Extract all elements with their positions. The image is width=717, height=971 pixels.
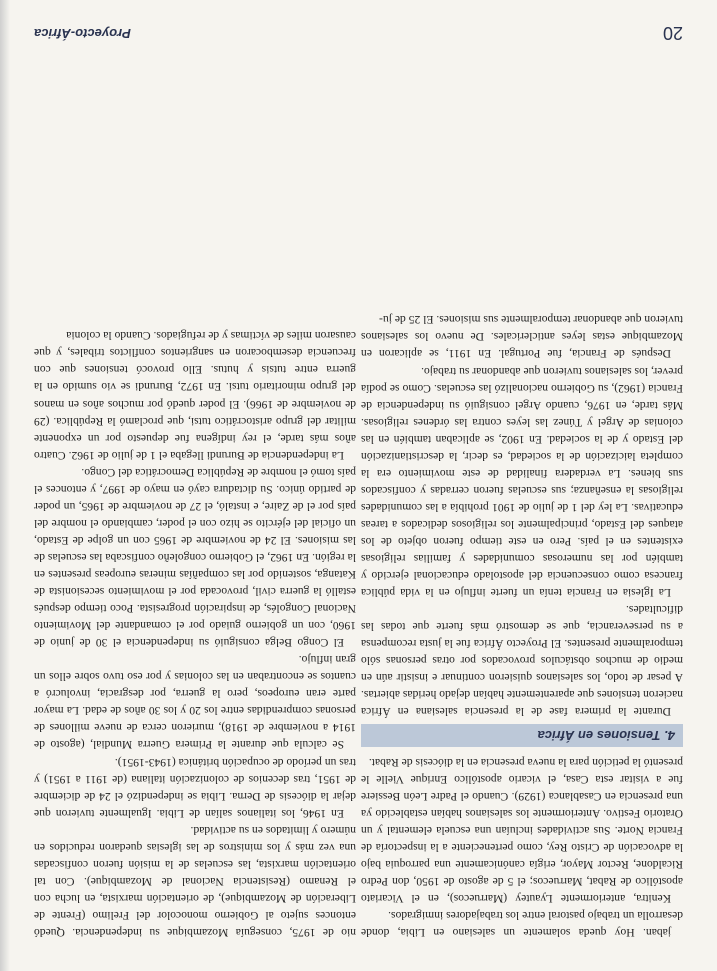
paragraph: La Iglesia en Francia tenía un fuerte influjo en la vida pública francesa como consecuencia del apostolado educacional ejercido y también por las numerosas comunidades y familias religiosas existentes en el país. Pero en este tiempo fueron objeto de los ataques del Estado, principalmente los religiosos dedicados a tareas educativas. La ley del 1 de julio de 1901 prohibía a las comunidades religiosas la enseñanza; sus escuelas fueron cerradas y confiscados sus bienes. La verdadera finalidad de este movimiento era la completa laicización de la sociedad, es decir, la descristianización del Estado y de la sociedad. En 1902, se aplicaban también en las colonias de Argel y Túnez las leyes contra las órdenes religiosas. Más tarde, en 1976, cuando Argel consiguió su independencia de Francia (1962), su Gobierno nacionalizó las escuelas. Como se podía prever, los salesianos tuvieron que abandonar su trabajo. — [361, 364, 683, 600]
paragraph: Kenitra, anteriormente Lyautey (Marruecos), en el Vicariato apostólico de Rabat, Marruecos; el 5 de agosto de 1950, don Pedro Ricaldone, Rector Mayor, erigía canónicamente una parroquia bajo la advocación de Cristo Rey, como perteneciente a la inspectoría de Francia Norte. Sus actividades incluían una escuela elemental y un Oratorio Festivo. Anteriormente los salesianos habían establecido ya una presencia en Casablanca (1929). Cuando el Padre León Bessiere fue a visitar esta Casa, el vicario apostólico Enrique Vielle le presentó la petición para la nueva presencia en la diócesis de Rabat. — [361, 755, 683, 905]
paragraph: nio de 1975, conseguía Mozambique su independencia. Quedó entonces sujeto al Gobierno monocolor del Frelimo (Frente de Liberación de Mozambique), de orientación marxista, en lucha con el Renamo (Resistencia Nacional de Mozambique). Con tal orientación marxista, las escuelas de la misión fueron confiscadas una vez más y los ministros de las iglesias quedaron reducidos en número y limitados en su actividad. — [34, 823, 356, 939]
paragraph: La independencia de Burundi llegaba el 1 de julio de 1962. Cuatro años más tarde, el rey indígena fue depuesto por un exponente militar del grupo aristocrático tutsi, que proclamó la República. (29 de noviembre de 1966). El poder quedó por muchos años en manos del grupo minoritario tutsi. En 1972, Burundi se vio sumido en la guerra entre tutsis y hutus. Ello provocó tensiones que con frecuencia desembocaron en sangrientos conflictos tribales, y que causaron miles de víctimas y de refugiados. Cuando la colonia — [34, 329, 356, 462]
paragraph: Se calcula que durante la Primera Guerra Mundial, (agosto de 1914 a noviembre de 1918), murieron cerca de nueve millones de personas comprendidas entre los 20 y los 30 años de edad. La mayor parte eran europeos, pero la guerra, por desgracia, involucró a cuantos se encontraban en las colonias y por eso tuvo sobre ellos un gran influjo. — [34, 653, 356, 752]
left-column — [361, 56, 683, 941]
paragraph: En 1946, los italianos salían de Libia. Igualmente tuvieron que dejar la diócesis de Derna. Libia se independizó el 24 de diciembre de 1951, tras decenios de colonización italiana (de 1911 a 1951) y tras un período de ocupación británica (1943-1951). — [34, 755, 356, 820]
paragraph: jaban. Hoy queda solamente un salesiano en Libia, donde desarrolla un trabajo pastoral entre los trabajadores inmigrados. — [361, 908, 683, 939]
page-number: 20 — [662, 23, 683, 43]
section-heading: 4. Tensiones en África — [361, 724, 683, 747]
paragraph: El Congo Belga consiguió su independencia el 30 de junio de 1960, con un gobierno guiado por el comandante del Movimiento Nacional Congolés, de inspiración progresista. Poco tiempo después estalló la guerra civil, provocada por el movimiento secesionista de Katanga, sostenido por las compañías mineras europeas presentes en la región. En 1962, el Gobierno congoleño confiscaba las escuelas de las misiones. El 24 de noviembre de 1965 con un golpe de Estado, un oficial del ejército se hizo con el poder, cambiando el nombre del país por el de Zaire, e instaló, el 27 de noviembre de 1965, un poder de partido único. Su dictadura cayó en mayo de 1997, y entonces el país tomó el nombre de República Democrática del Congo. — [34, 465, 356, 650]
paragraph: Durante la primera fase de la presencia salesiana en África nacieron tensiones que aparentemente habían dejado heridas abiertas. A pesar de todo, los salesianos quisieron continuar e insistir aún en medio de muchos obstáculos provocados por otras personas sólo temporalmente presentes. El Proyecto África fue la justa recompensa a su perseverancia, que se demostró más fuerte que todas las dificultades. — [361, 603, 683, 719]
footer — [34, 19, 683, 43]
running-title: Proyecto-África — [34, 26, 131, 41]
right-column — [34, 56, 356, 941]
page-edge-shadow — [0, 0, 10, 971]
paragraph: Después de Francia, fue Portugal. En 1911, se aplicaron en Mozambique estas leyes anticlericales. De nuevo los salesianos tuvieron que abandonar temporalmente sus misiones. El 25 de ju- — [361, 313, 683, 361]
